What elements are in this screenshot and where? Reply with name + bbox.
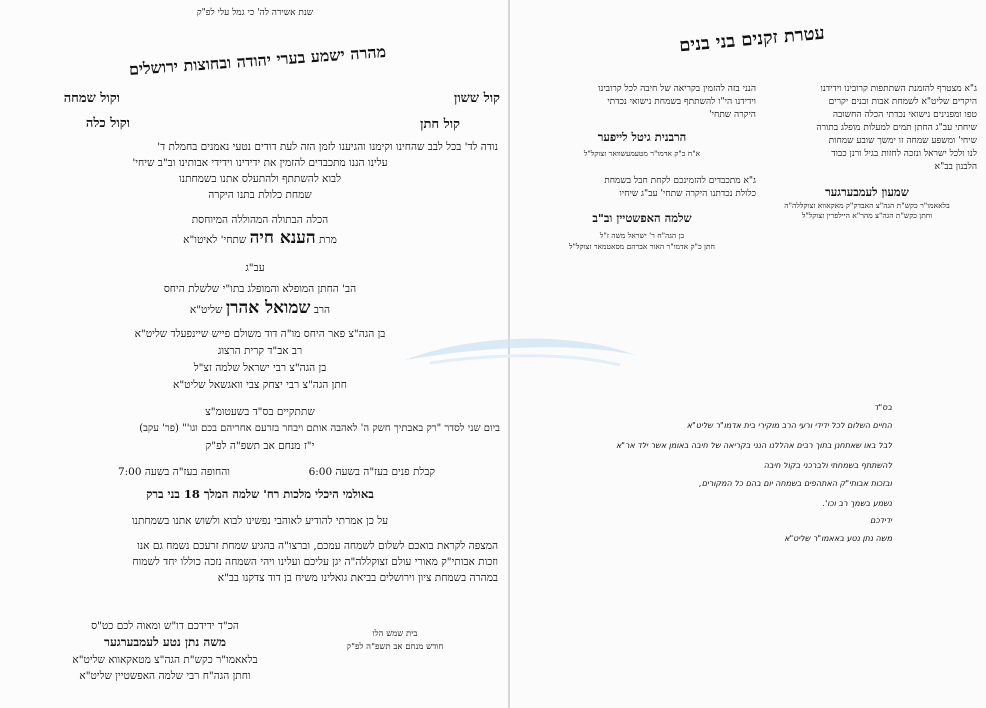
right-col-text-6: לנו ולכל ישראל ונזכה לחזות בגיל ורנן כבוד [831,149,977,159]
right-col-text-1: ג"א מצטרף להזמנת השתתפות קרובינו וידידנו [820,84,977,94]
date-intro: שתתקיים בס"ד בשעטומ"צ [205,406,315,418]
right-col-sig-line-1: בלאאמו"ר כקש"ת הגה"צ האבדק"ק מאקאווא זצוקללה"ה [784,201,950,210]
left-col-sig1-name: הרבנית גיטל לייפער [597,130,687,144]
bride-line [120,229,400,249]
groom-lineage-1: בן הגה"צ פאר היחס מו"ה דוד משולם פייש שיינפעלד שליט"א [134,328,386,340]
bride-prefix: מרת [319,234,337,246]
left-col-mid-2: כלולת נכדתנו היקרה שתחי' עב"ג שיחיו [619,189,756,199]
right-col-sig-line-2: וחתן כקש"ת הגה"צ מהר"א היילפרין זצוקל"ל [801,211,933,220]
closing-2: וזכות אבותי"ק מאורי עולם זצוקללה"ה יגן עליכם ועלינו ויהי השמחה נזכה כוללו יחד לשמוח [132,556,498,568]
groom-suffix: שליט"א [189,304,223,316]
left-col-text-2: וידידנו הי"ו להשתתף בשמחת נישואי נכדתי [607,97,756,107]
right-col-text-5: שיחי' ומשפע שמחה זו ימשך שובע שמחות [828,136,977,146]
pair-sasson: קול ששון [454,91,500,106]
groom-lineage-3: בן הגה"צ רבי ישראל שלמה זצ"ל [193,362,327,374]
signature-intro: הכ"ד ידידכם דו"ש ומאוה לכם כט"ס [91,620,239,632]
right-col-text-7: הלבנון בב"א [934,162,977,172]
pair-simcha: וקול שמחה [63,91,120,106]
closing-3: במהרה בשמחת ציון וירושלים בביאת גואלינו משיח בן דוד צדקנו בב"א [217,572,498,584]
handwritten-bsd: בס"ד [874,403,892,412]
groom-prefix: הרב [313,304,331,316]
left-col-sig2-line-1: בן הגה"ח ר' ישראל משה ז"ל [599,231,685,240]
venue: באולמי היכלי מלכות רח' שלמה המלך 18 בני ברק [146,487,374,501]
handwritten-line-2: לבל באו שאתחנן בתוך רבים אהללנו הנני בקריאה של חיבה באומן אשר ילד אר"א [615,441,892,450]
closing-1: המצפה לקראת בואכם לשלום לשמחה עמכם, וברצו"ה בהגיע שמחת זרעכם נשמח גם אנו [137,540,498,552]
signature-line-2: וחתן הגה"ח רבי שלמה האפשטיין שליט"א [79,670,251,682]
headline: מהרה ישמע בערי יהודה ובחוצות ירושלים [128,42,387,79]
groom-line [130,299,390,319]
right-col-text-3: טפו ומפנינים נישואי נכדתי הכלה החשובה [832,110,977,120]
decorative-swoosh [400,325,640,385]
footer-place: בית שמש הלו [372,629,418,639]
handwritten-line-1: החיים השלום לכל ידידי ורעי הרב מוקירי בית אדמו"ר שליט"א [686,421,892,430]
groom-lineage-2: רב אב"ד קרית הרצוג [217,345,303,357]
right-title: עטרת זקנים בני בנים [678,22,826,57]
handwritten-line-3: להשתתף בשמחתי ולברכני בקול חיבה [763,461,892,470]
intro-line-2: עלינו הננו מתכבדים להזמין את ידידינו וידידי אבותינו וב"ב שיחי' [132,157,388,169]
handwritten-line-6: ידידכם [870,516,892,525]
groom-name: שמואל אהרן [225,298,311,318]
signature-line-1: בלאאמו"ר כקש"ת הגה"צ מטאקאווא שליט"א [72,654,258,666]
reception-time: קבלת פנים בעז"ה בשעה 6:00 [308,466,435,478]
date-line-1: ביום שני לסדר "רק באבתיך חשק ה' לאהבה אותם ויבחר בזרעם אחריהם בכם וגו'" (פר' עקב) [139,423,500,434]
intro-line-3: לבוא להשתתף ולהתעלס אתנו בשמחתנו [178,173,342,185]
intro-line-4: שמחת כלולת בתנו היקרה [208,189,312,201]
date-line-2: י"ז מנחם אב תשפ"ה לפ"ק [205,440,315,452]
with-label: עב"ג [245,262,265,274]
chuppah-time: והחופה בעז"ה בשעה 7:00 [117,466,230,478]
left-col-text-1: הנני בזה להזמין בקריאה של חיבה לכל קרובינו [598,84,756,94]
footer-date: חודש מנחם אב תשפ"ה לפ"ק [346,642,444,652]
left-col-mid-1: ג"א מתכבדים להזמינכם לקחת חבל בשמחת [604,176,756,186]
pair-chosson: קול חתן [420,117,460,132]
right-col-sig-name: שמעון לעמבערגער [825,185,909,199]
left-col-sig2-name: שלמה האפשטיין וב"ב [592,211,692,225]
bride-name: הענא חיה [249,228,316,248]
notice: על כן אמרתי להודיע לאוהבי נפשינו לבוא ולשוש אתנו בשמחתנו [131,515,389,527]
left-col-sig2-line-2: חתן כ"ק אדמו"ר האור אברהם מסאטמאר זצוקל"ל [569,242,715,251]
signature-name: משה נתן נטע לעמבערגער [104,635,226,649]
handwritten-line-5: נשמע בשמך רב וכו'. [822,499,892,508]
handwritten-line-4: ובזכות אבותי"ק האתהפים בשמחה יום בהם כל המקורים, [699,479,892,488]
pair-kallah: וקול כלה [85,116,130,131]
left-col-text-3: היקרה שתחי' [709,110,756,120]
right-col-text-2: היקרים שליט"א לשמחת אבות ובנים יקרים [828,97,977,107]
groom-title: הב' החתן המופלא והמופלג בתו"י שלשלת היחס [163,283,357,295]
handwritten-line-7: משה נתן נטע באאמו"ר שליט"א [784,534,892,543]
top-line: שנת אשירה לה' כי גמל עלי לפ"ק [196,8,314,18]
groom-lineage-4: חתן הגה"צ רבי יצחק צבי וואגשאל שליט"א [173,379,347,391]
right-col-text-4: שיחתי עב"ג החתן תמים למעלות מופלג בתורה [816,123,977,133]
bride-title: הכלה הבתולה המהוללה המיוחסת [191,214,329,226]
left-col-sig1-line: א"ח כ"ק אדמו"ר מטעמעשוואר זצוקל"ל [583,149,701,158]
bride-suffix: שתחי' לאיטו"א [183,234,247,246]
intro-line-1: נודה לד' בכל לבב שהחינו וקימנו והגיענו לזמן הזה לעת דודים נטעי נאמנים בחמלת ד' [157,141,498,153]
